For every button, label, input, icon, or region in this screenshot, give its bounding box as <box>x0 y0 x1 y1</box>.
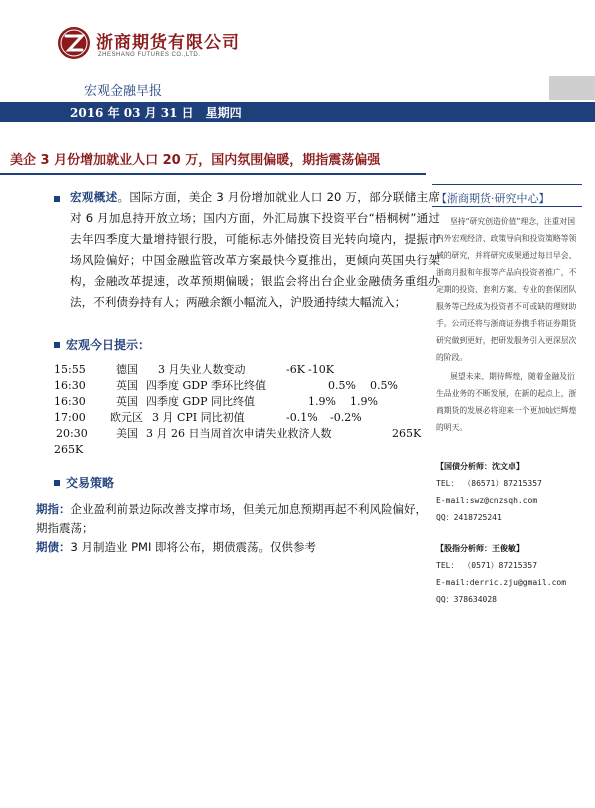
sidebar-paragraph: 坚持“研究创造价值”理念，注重对国内外宏观经济、政策导向和投资策略等领域的研究，并将研究成果通过每日早会、浙商月报和年报等产品向投资者推广，不定期的投资、套利方案、专业的套保团队服务等已经成为投资者不可或缺的理财助手。公司还将与浙商证券携手将证券期货研究做到更好，把研发服务引入更深层次的阶段。 <box>436 217 577 362</box>
analyst-tel: TEL： （86571）87215357 <box>436 479 542 488</box>
company-name-en: ZHESHANG FUTURES CO.,LTD. <box>98 52 201 58</box>
calendar-time: 15:55 <box>54 363 86 376</box>
bullet-square-icon <box>54 196 60 202</box>
calendar-region: 英国 <box>116 395 138 408</box>
strategy-item <box>36 538 432 557</box>
analyst-email[interactable]: E-mail:swz@cnzsqh.com <box>436 496 538 505</box>
calendar-time: 17:00 <box>54 411 86 424</box>
sidebar-rule-top <box>432 184 582 185</box>
calendar-time: 20:30 <box>56 427 88 440</box>
strategy-block <box>36 500 432 557</box>
analyst-card <box>436 458 542 526</box>
analyst-email[interactable]: E-mail:derric.zju@gmail.com <box>436 578 567 587</box>
header-decor-block <box>549 76 595 100</box>
sidebar-title: 【浙商期货·研究中心】 <box>436 192 550 205</box>
analyst-qq: QQ：378634028 <box>436 595 497 604</box>
calendar-prev: -0.1% <box>286 411 318 424</box>
calendar-time: 16:30 <box>54 379 86 392</box>
headline: 美企 3 月份增加就业人口 20 万，国内氛围偏暖，期指震荡偏强 <box>10 153 381 168</box>
strategy-label: 期债： <box>36 540 71 554</box>
sidebar-intro <box>436 213 580 436</box>
strategy-label: 期指： <box>36 502 71 516</box>
strategy-title: 交易策略 <box>66 476 115 490</box>
strategy-item <box>36 500 432 538</box>
calendar-prev: 1.9% <box>308 395 336 408</box>
calendar-prev: -6K <box>286 363 305 376</box>
calendar-region: 德国 <box>116 363 138 376</box>
overview-text: 。国际方面，美企 3 月份增加就业人口 20 万，部分联储主席对 6 月加息持开放立场；国内方面，外汇局旗下投资平台“梧桐树”通过去年四季度大量增持银行股，可能标志外储投资目光转向境内，提振市场风险偏好；中国金融监管改革方案最快今夏推出，更倾向英国央行架构，金融改革提速，改革预期偏暖；银监会将出台企业金融债务重组办法，不利债券持有人；两融余额小幅流入，沪股通持续大幅流入； <box>70 190 440 309</box>
calendar-forecast: 1.9% <box>350 395 378 408</box>
calendar-region: 美国 <box>116 427 138 440</box>
analyst-qq: QQ：2418725241 <box>436 513 502 522</box>
calendar-event: 四季度 GDP 季环比终值 <box>146 379 267 392</box>
sidebar-paragraph: 展望未来、期待辉煌，随着金融及衍生品业务的不断发展，在新的起点上，浙商期货的发展必将迎来一个更加灿烂辉煌的明天。 <box>436 372 577 432</box>
calendar-forecast: 0.5% <box>370 379 398 392</box>
calendar-prev: 0.5% <box>328 379 356 392</box>
sidebar-rule-bottom <box>432 206 582 207</box>
overview-label: 宏观概述 <box>70 190 118 204</box>
bullet-square-icon <box>54 480 60 486</box>
overview-paragraph <box>70 187 440 313</box>
calendar-title: 宏观今日提示： <box>66 338 151 352</box>
strategy-text: 企业盈利前景边际改善支撑市场，但美元加息预期再起不利风险偏好，期指震荡； <box>36 502 427 535</box>
calendar-event: 3 月失业人数变动 <box>158 363 246 376</box>
analyst-name: 【国债分析师：沈文卓】 <box>436 462 524 471</box>
calendar-region: 欧元区 <box>110 411 143 424</box>
calendar-event: 四季度 GDP 同比终值 <box>146 395 256 408</box>
calendar-region: 英国 <box>116 379 138 392</box>
calendar-forecast: -0.2% <box>330 411 362 424</box>
report-date: 2016 年 03 月 31 日 星期四 <box>70 106 242 120</box>
analyst-tel: TEL： （0571）87215357 <box>436 561 538 570</box>
strategy-text: 3 月制造业 PMI 即将公布，期债震荡。仅供参考 <box>70 540 317 554</box>
calendar-event: 3 月 26 日当周首次申请失业救济人数 <box>146 427 332 440</box>
analyst-name: 【股指分析师：王俊敏】 <box>436 544 524 553</box>
calendar-event: 3 月 CPI 同比初值 <box>152 411 245 424</box>
calendar-prev: 265K <box>392 427 422 440</box>
calendar-forecast: -10K <box>308 363 334 376</box>
company-name-cn: 浙商期货有限公司 <box>96 33 240 53</box>
bullet-square-icon <box>54 342 60 348</box>
analyst-card <box>436 540 566 608</box>
company-logo-icon <box>57 26 91 60</box>
report-type: 宏观金融早报 <box>84 84 163 99</box>
calendar-forecast: 265K <box>54 443 84 456</box>
headline-divider <box>0 173 426 175</box>
calendar-time: 16:30 <box>54 395 86 408</box>
